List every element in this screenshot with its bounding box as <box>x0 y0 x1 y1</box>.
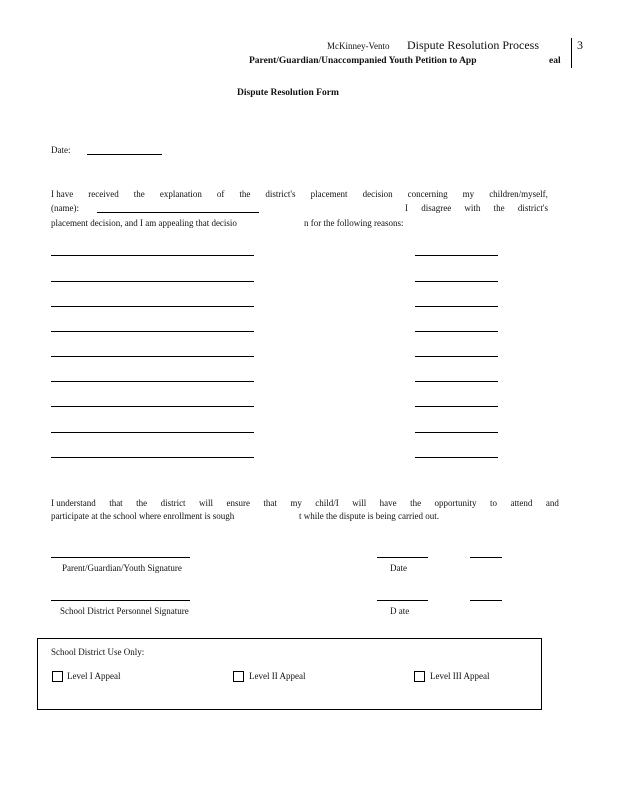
district-date-extra-field[interactable] <box>470 600 502 601</box>
paragraph-2-word: to <box>489 498 497 508</box>
reason-line-left[interactable] <box>51 406 254 407</box>
disagree-text <box>405 203 548 213</box>
reason-line-right[interactable] <box>415 381 498 382</box>
paragraph-1-word: my <box>462 189 475 199</box>
reason-line-right[interactable] <box>415 432 498 433</box>
paragraph-1-line-1 <box>51 189 548 199</box>
paragraph-1-word: the <box>133 189 145 199</box>
district-use-title: School District Use Only: <box>51 647 145 657</box>
paragraph-2-word: ensure <box>226 498 250 508</box>
district-date-label: D ate <box>390 606 410 616</box>
process-title: Dispute Resolution Process <box>407 38 539 52</box>
parent-signature-field[interactable] <box>51 557 190 558</box>
paragraph-2-line-1 <box>51 498 559 508</box>
reason-line-left[interactable] <box>51 356 254 357</box>
district-signature-field[interactable] <box>51 600 190 601</box>
paragraph-2-word: the <box>410 498 422 508</box>
name-field[interactable] <box>97 212 259 213</box>
paragraph-1-word: children/myself, <box>489 189 548 199</box>
petition-title-part1: Parent/Guardian/Unaccompanied Youth Petition to App <box>249 56 477 66</box>
paragraph-2-word: district <box>160 498 186 508</box>
reason-line-right[interactable] <box>415 356 498 357</box>
paragraph-2-word: attend <box>510 498 533 508</box>
paragraph-2-word: that <box>263 498 277 508</box>
district-date-field[interactable] <box>377 600 428 601</box>
level-3-label: Level III Appeal <box>430 671 490 681</box>
level-3-checkbox[interactable] <box>414 671 425 682</box>
reason-line-right[interactable] <box>415 331 498 332</box>
paragraph-2-word: will <box>199 498 214 508</box>
paragraph-2-word: my <box>290 498 302 508</box>
paragraph-1-line-3-part1: placement decision, and I am appealing that decisio <box>51 218 237 228</box>
level-1-checkbox[interactable] <box>52 671 63 682</box>
disagree-word: with <box>464 203 481 213</box>
paragraph-2-line-2-part2: t while the dispute is being carried out. <box>299 511 439 521</box>
reason-line-left[interactable] <box>51 331 254 332</box>
date-field[interactable] <box>87 154 162 155</box>
level-2-checkbox[interactable] <box>233 671 244 682</box>
paragraph-1-word: the <box>239 189 251 199</box>
level-2-label: Level II Appeal <box>249 671 306 681</box>
reason-line-left[interactable] <box>51 432 254 433</box>
disagree-word: I <box>405 203 408 213</box>
reason-line-right[interactable] <box>415 457 498 458</box>
paragraph-2-word: will <box>352 498 367 508</box>
district-signature-label: School District Personnel Signature <box>60 606 189 616</box>
reason-line-right[interactable] <box>415 306 498 307</box>
paragraph-1-word: I have <box>51 189 74 199</box>
paragraph-1-word: explanation <box>159 189 202 199</box>
date-label: Date: <box>51 145 71 155</box>
reason-line-left[interactable] <box>51 255 254 256</box>
paragraph-1-word: concerning <box>407 189 448 199</box>
paragraph-2-word: and <box>545 498 559 508</box>
paragraph-1-word: placement <box>310 189 348 199</box>
reason-line-left[interactable] <box>51 306 254 307</box>
reason-line-left[interactable] <box>51 457 254 458</box>
paragraph-1-word: received <box>88 189 119 199</box>
disagree-word: the <box>493 203 505 213</box>
petition-title-part2: eal <box>549 56 561 66</box>
level-1-label: Level I Appeal <box>67 671 121 681</box>
name-label: (name): <box>51 203 79 213</box>
disagree-word: district's <box>517 203 548 213</box>
paragraph-2-word: opportunity <box>434 498 477 508</box>
paragraph-2-word: the <box>136 498 148 508</box>
form-title: Dispute Resolution Form <box>237 88 339 98</box>
disagree-word: disagree <box>421 203 452 213</box>
paragraph-2-word: I understand <box>51 498 96 508</box>
paragraph-1-word: decision <box>362 189 393 199</box>
paragraph-1-line-3-part2: n for the following reasons: <box>304 218 404 228</box>
reason-line-left[interactable] <box>51 381 254 382</box>
paragraph-2-line-2-part1: participate at the school where enrollment is sough <box>51 511 235 521</box>
program-name: McKinney-Vento <box>327 41 390 51</box>
paragraph-2-word: child/I <box>315 498 339 508</box>
paragraph-1-word: of <box>216 189 225 199</box>
paragraph-1-word: district's <box>265 189 296 199</box>
reason-line-right[interactable] <box>415 255 498 256</box>
reason-line-left[interactable] <box>51 281 254 282</box>
parent-date-extra-field[interactable] <box>470 557 502 558</box>
parent-date-label: Date <box>390 563 407 573</box>
reason-line-right[interactable] <box>415 406 498 407</box>
parent-date-field[interactable] <box>377 557 428 558</box>
paragraph-2-word: that <box>109 498 123 508</box>
paragraph-2-word: have <box>379 498 397 508</box>
page-number: 3 <box>577 38 583 52</box>
page-divider <box>571 38 572 68</box>
reason-line-right[interactable] <box>415 281 498 282</box>
parent-signature-label: Parent/Guardian/Youth Signature <box>62 563 182 573</box>
